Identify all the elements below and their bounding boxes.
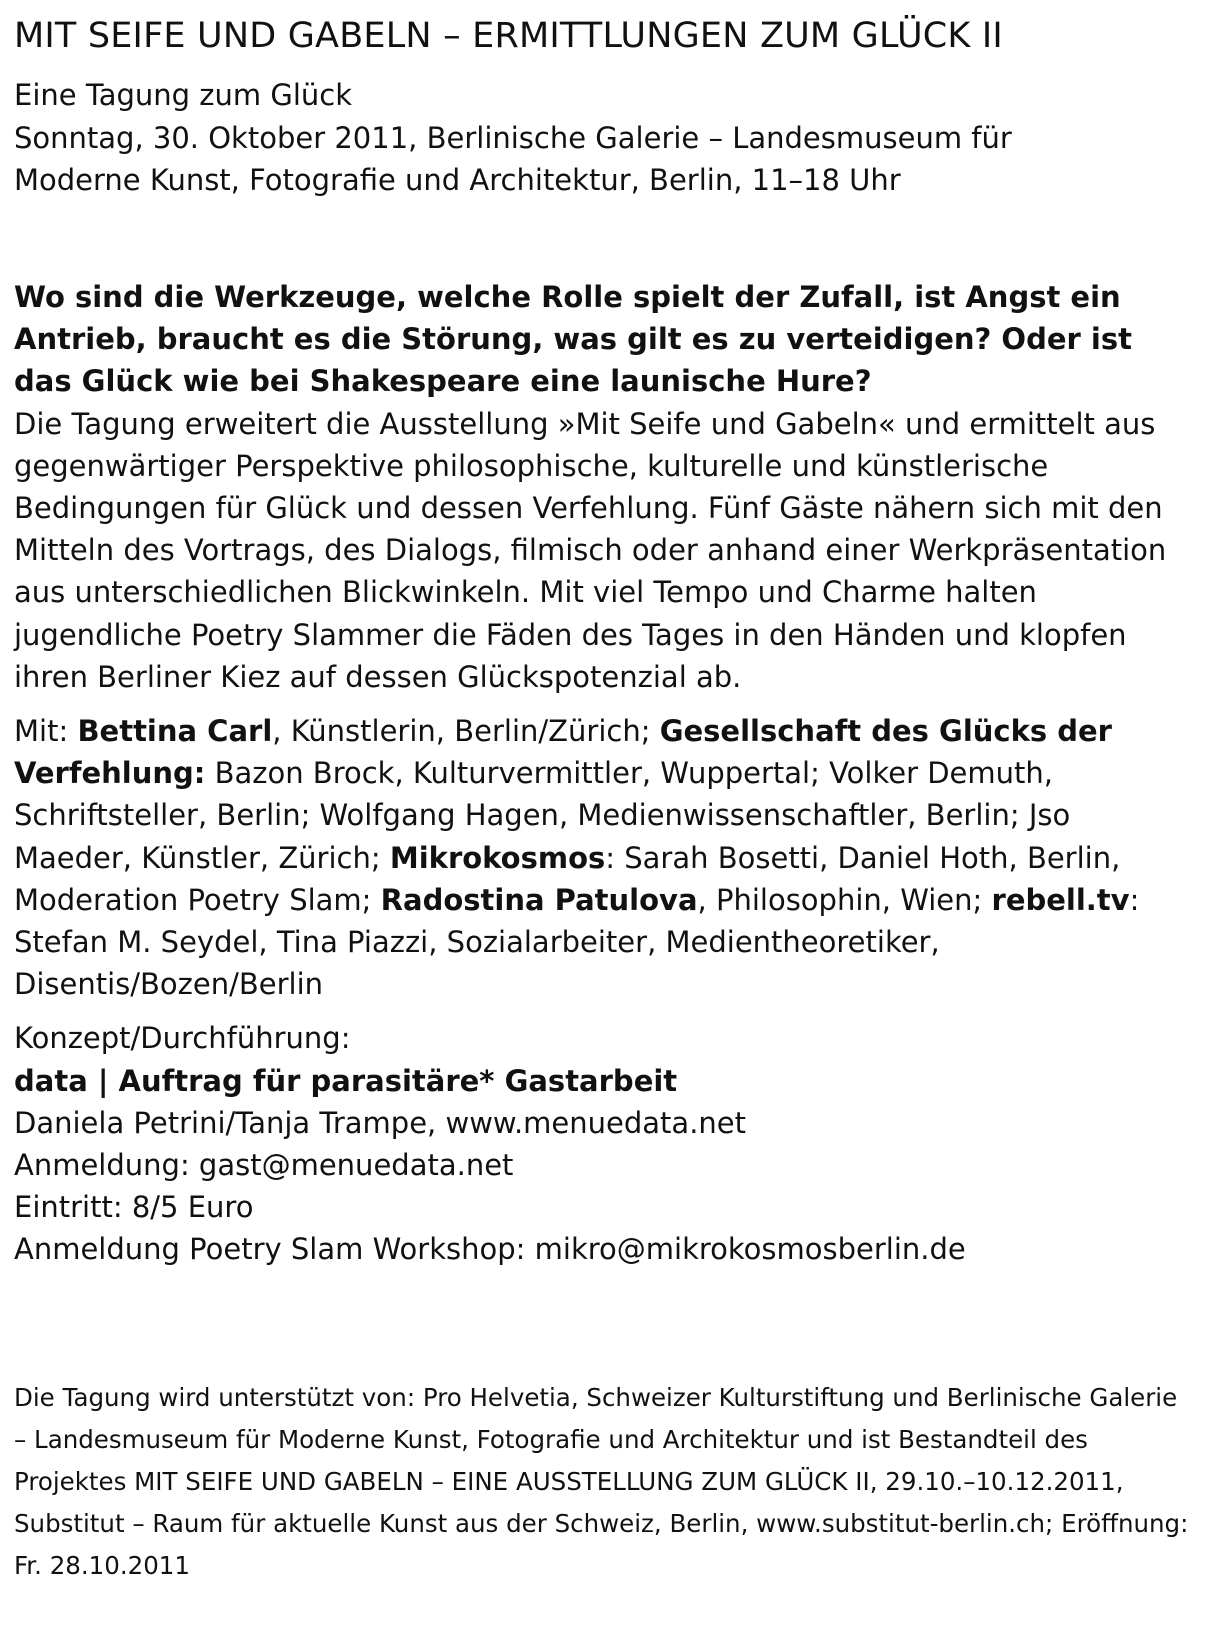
event-intro bbox=[14, 74, 1012, 202]
concept-organizer: data | Auftrag für parasitäre* Gastarbeit bbox=[14, 1063, 678, 1098]
organizer-names: Daniela Petrini/Tanja Trampe, www.menuedata.net bbox=[14, 1105, 747, 1140]
lead-question: Wo sind die Werkzeuge, welche Rolle spielt der Zufall, ist Angst ein Antrieb, braucht es die Störung, was gilt es zu verteidigen? Oder ist das Glück wie bei Shakespeare eine launische Hure? bbox=[14, 280, 1132, 399]
participants-paragraph bbox=[14, 710, 1194, 1005]
support-text: Die Tagung wird unterstützt von: Pro Helvetia, Schweizer Kulturstiftung und Berlinische Galerie – Landesmuseum für Moderne Kunst, Fotografie und Architektur und ist Bestandteil des Projektes MIT SEIFE UND GABELN – EINE AUSSTELLUNG ZUM GLÜCK II, 29.10.–10.12.2011, Substitut – Raum für aktuelle Kunst aus der Schweiz, Berlin, www.substitut-berlin.ch; Eröffnung: Fr. 28.10.2011 bbox=[14, 1383, 1189, 1580]
participant-mikrokosmos: Mikrokosmos bbox=[389, 840, 606, 875]
registration-line: Anmeldung: gast@menuedata.net bbox=[14, 1148, 514, 1183]
workshop-registration-line: Anmeldung Poetry Slam Workshop: mikro@mikrokosmosberlin.de bbox=[14, 1232, 966, 1267]
participants-text: : Stefan M. Seydel, Tina Piazzi, Sozialarbeiter, Medientheoretiker, Disentis/Bozen/Berlin bbox=[14, 882, 1140, 1002]
participant-bettina-carl: Bettina Carl bbox=[77, 714, 273, 749]
main-text bbox=[14, 276, 1194, 1271]
info-block bbox=[14, 1017, 1194, 1270]
event-subtitle: Eine Tagung zum Glück bbox=[14, 78, 353, 112]
event-location-time: Moderne Kunst, Fotografie und Architektur, Berlin, 11–18 Uhr bbox=[14, 163, 901, 197]
admission-line: Eintritt: 8/5 Euro bbox=[14, 1190, 254, 1225]
event-date-location: Sonntag, 30. Oktober 2011, Berlinische Galerie – Landesmuseum für bbox=[14, 120, 1012, 155]
participants-intro: Mit: bbox=[14, 714, 78, 749]
description-paragraph: Die Tagung erweitert die Ausstellung »Mit Seife und Gabeln« und ermittelt aus gegenwärtiger Perspektive philosophische, kulturelle und künstlerische Bedingungen für Glück und dessen Verfehlung. Fünf Gäste nähern sich mit den Mitteln des Vortrags, des Dialogs, filmisch oder anhand einer Werkpräsentation aus unterschiedlichen Blickwinkeln. Mit viel Tempo und Charme halten jugendliche Poetry Slammer die Fäden des Tages in den Händen und klopfen ihren Berliner Kiez auf dessen Glückspotenzial ab. bbox=[14, 406, 1167, 694]
participant-gesellschaft: Gesellschaft des Glücks der Verfehlung: bbox=[14, 714, 1112, 791]
participant-radostina-patulova: Radostina Patulova bbox=[380, 882, 698, 917]
page-title: MIT SEIFE UND GABELN – ERMITTLUNGEN ZUM GLÜCK II bbox=[14, 16, 1003, 56]
participants-text: : Sarah Bosetti, Daniel Hoth, Berlin, Moderation Poetry Slam; bbox=[14, 840, 1121, 917]
footer-note bbox=[14, 1377, 1194, 1587]
participants-text: Bazon Brock, Kulturvermittler, Wuppertal; Volker Demuth, Schriftsteller, Berlin; Wolfgang Hagen, Medienwissenschaftler, Berlin; Jso Maeder, Künstler, Zürich; bbox=[14, 756, 1071, 875]
participants-text: , Philosophin, Wien; bbox=[697, 882, 992, 917]
participant-rebell-tv: rebell.tv bbox=[991, 882, 1130, 917]
participants-text: , Künstlerin, Berlin/Zürich; bbox=[272, 714, 660, 749]
concept-line bbox=[14, 1017, 1194, 1101]
concept-label: Konzept/Durchführung: bbox=[14, 1021, 351, 1056]
